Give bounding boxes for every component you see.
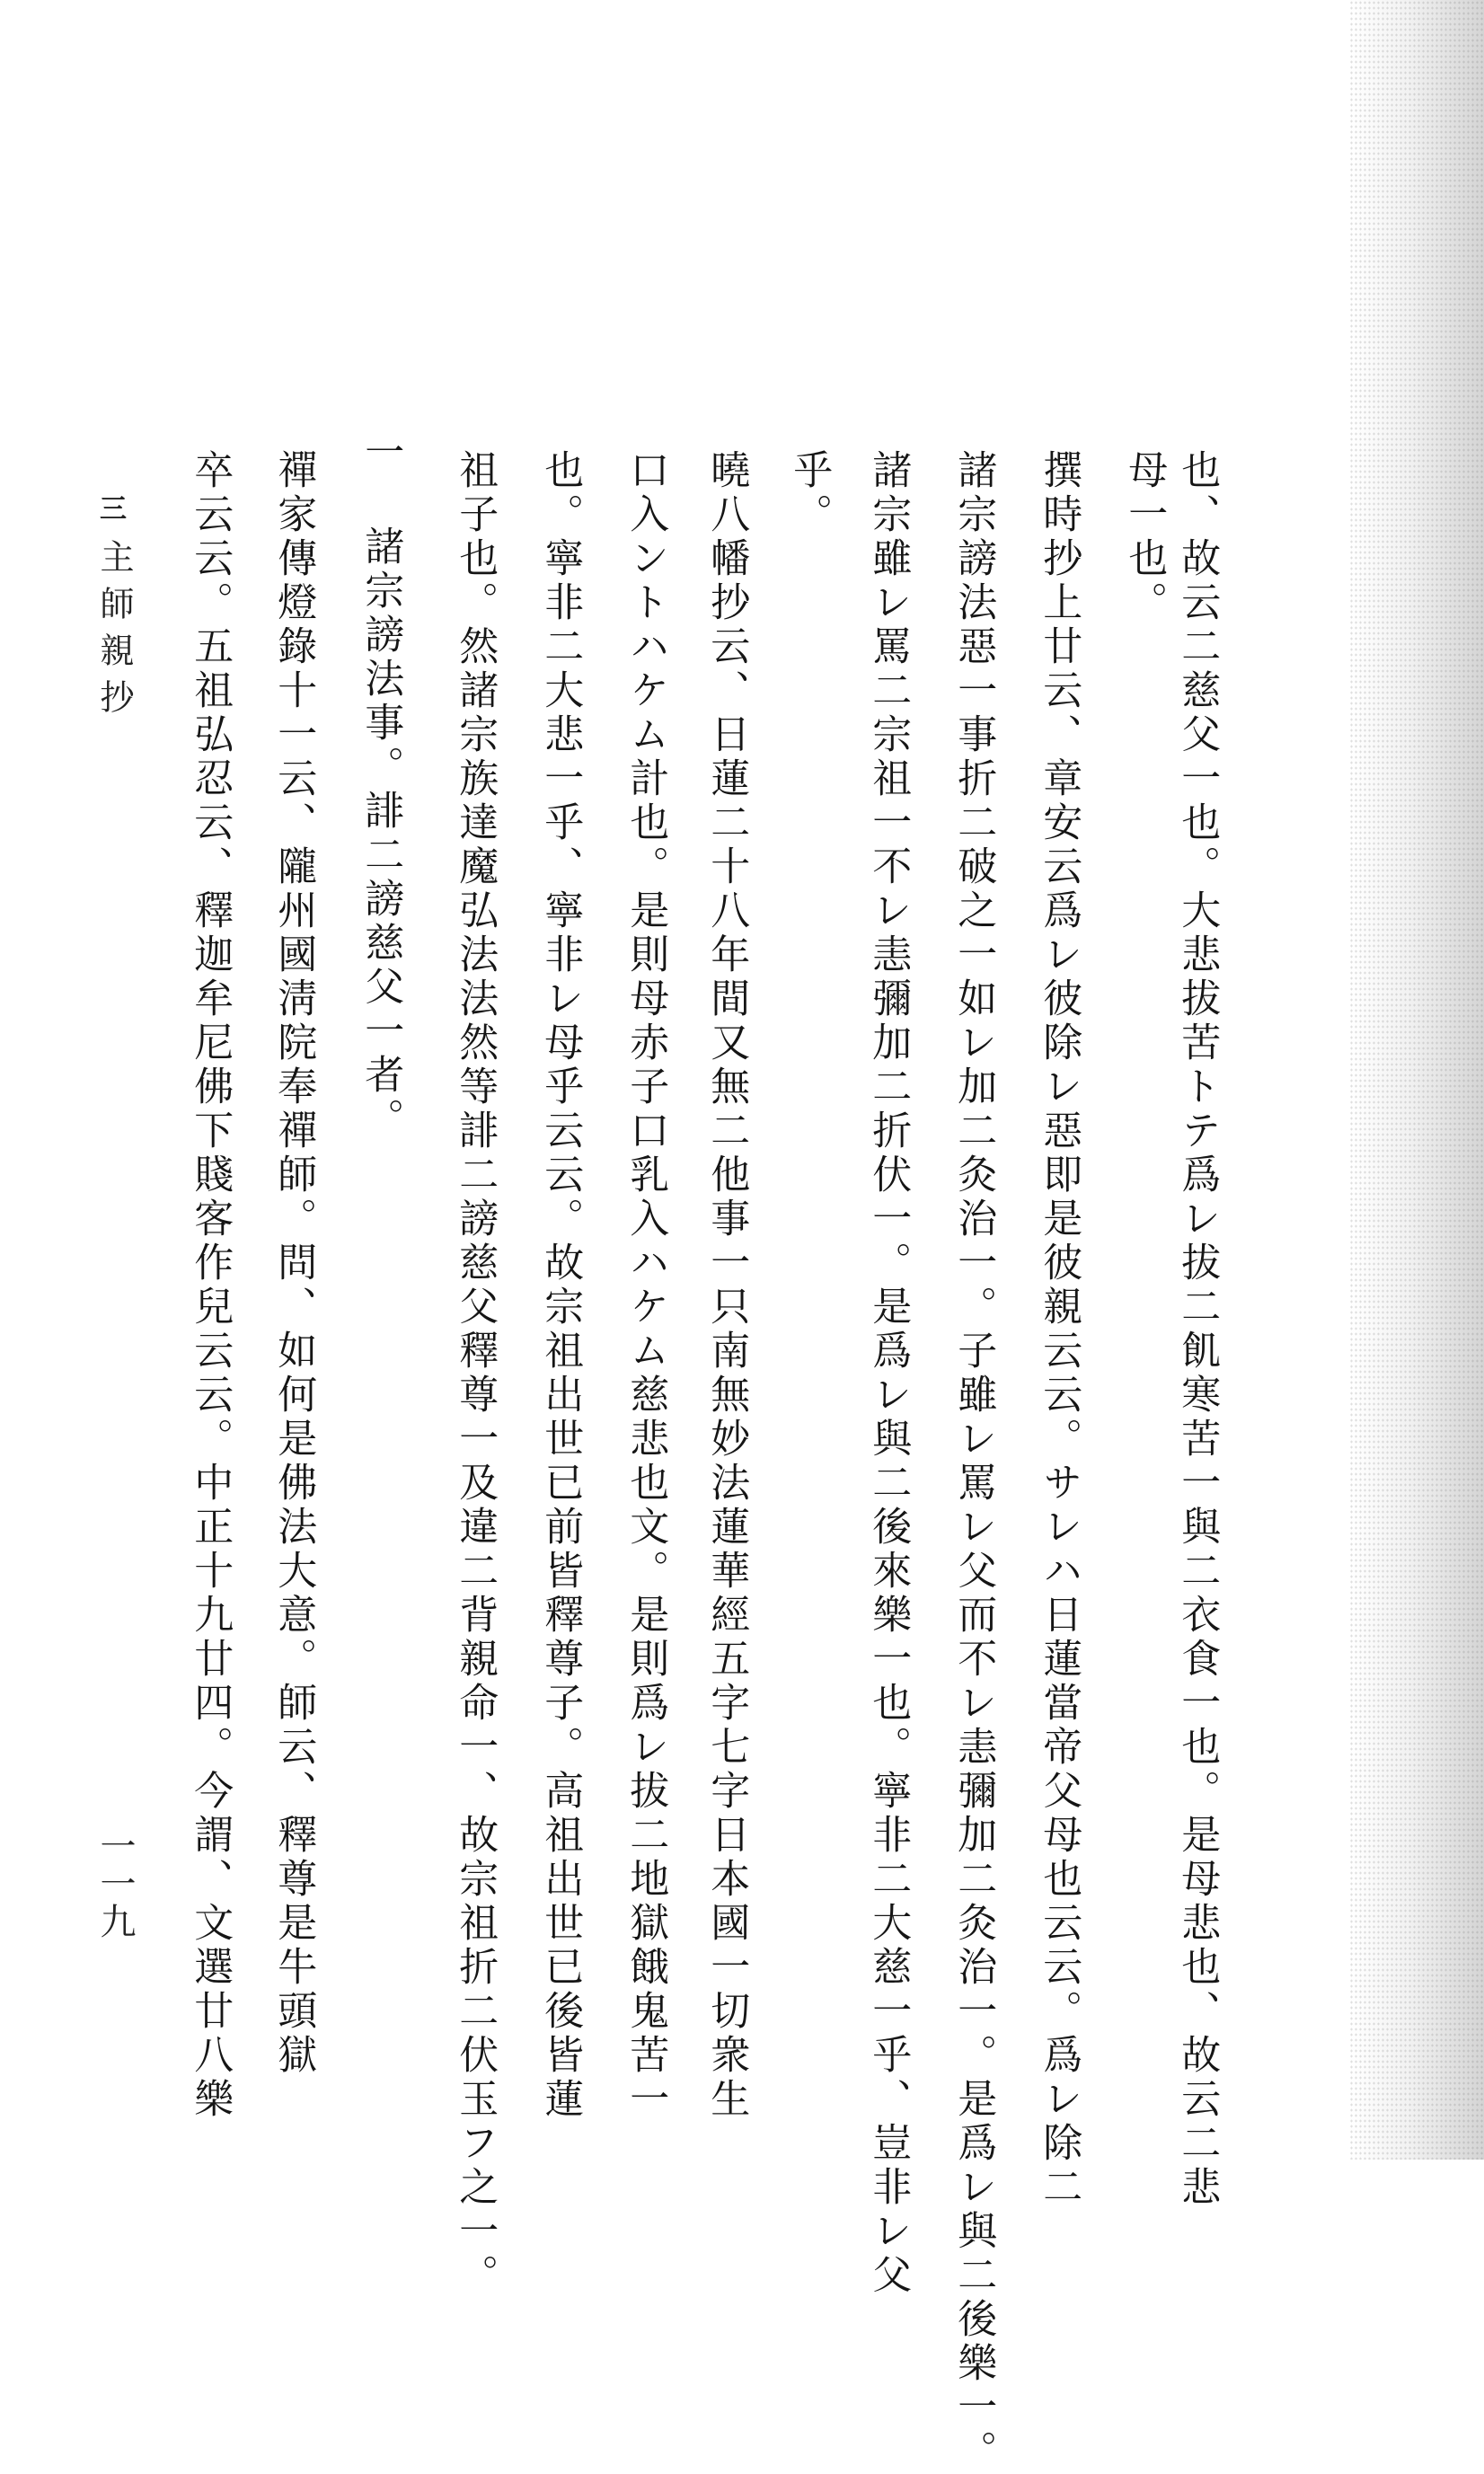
text-column-12: 禪家傳燈錄十一云、隴州國淸院奉禪師。問、如何是佛法大意。師云、釋尊是牛頭獄 <box>270 449 317 2078</box>
text-column-9: 也。寧非二大悲一乎、寧非レ母乎云云。故宗祖出世已前皆釋尊子。高祖出世已後皆蓮 <box>537 449 584 2122</box>
text-column-3: 撰時抄上廿云、章安云爲レ彼除レ惡即是彼親云云。サレハ日蓮當帝父母也云云。爲レ除二 <box>1036 449 1082 2210</box>
text-column-13: 卒云云。五祖弘忍云、釋迦牟尼佛下賤客作兒云云。中正十九廿四。今謂、文選廿八樂 <box>187 449 234 2122</box>
text-column-11: 一 諸宗謗法事。誹二謗慈父一者。 <box>358 431 404 1142</box>
text-column-10: 祖子也。然諸宗族達魔弘法法然等誹二謗慈父釋尊一及違二背親命一、故宗祖折二伏玉フ之一。 <box>452 449 499 2298</box>
text-column-4: 諸宗謗法惡一事折二破之一如レ加二灸治一。子雖レ罵レ父而不レ恚彌加二灸治一。是爲レ與二後樂一。 <box>950 449 997 2474</box>
section-number: 三 <box>94 494 126 521</box>
text-column-5: 諸宗雖レ罵二宗祖一不レ恚彌加二折伏一。是爲レ與二後來樂一也。寧非二大慈一乎、豈非レ父 <box>865 449 912 2298</box>
text-column-8: 口入ントハケム計也。是則母赤子口乳入ハケム慈悲也文。是則爲レ拔二地獄餓鬼苦一 <box>623 449 669 2122</box>
text-column-2: 母一也。 <box>1121 449 1168 625</box>
page-edge-shading <box>1349 0 1484 2160</box>
running-head: 主師親抄 <box>94 539 134 726</box>
page-number: 一一九 <box>94 1827 136 1940</box>
text-column-1: 也、故云二慈父一也。大悲拔苦トテ爲レ拔二飢寒苦一與二衣食一也。是母悲也、故云二悲 <box>1174 449 1221 2210</box>
text-column-7: 曉八幡抄云、日蓮二十八年間又無二他事一只南無妙法蓮華經五字七字日本國一切衆生 <box>703 449 750 2122</box>
text-column-6: 乎。 <box>786 449 833 537</box>
